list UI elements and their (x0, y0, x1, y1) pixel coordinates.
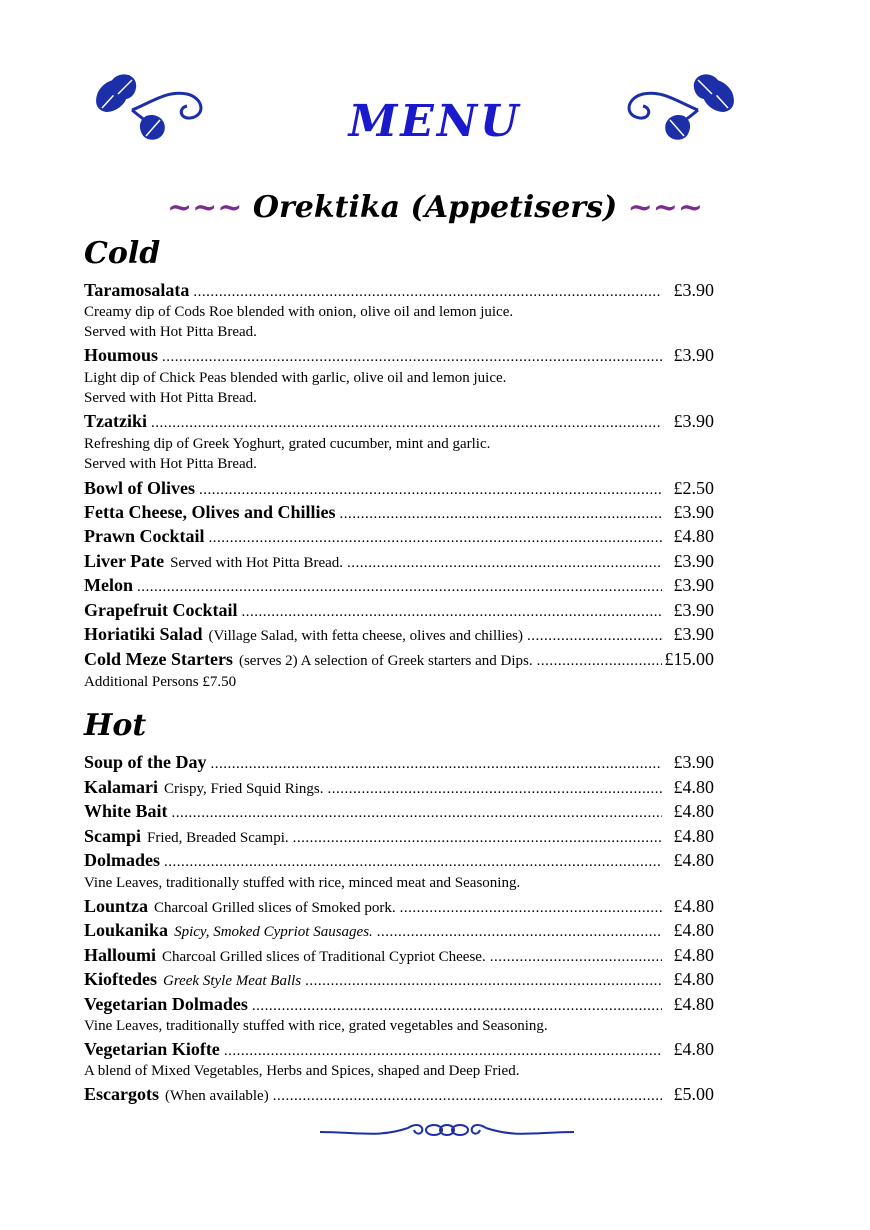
leader-dots (396, 900, 662, 917)
menu-title: MENU (348, 96, 522, 147)
tilde-left: ~~~ (166, 190, 243, 225)
item-description: Fried, Breaded Scampi. (147, 830, 289, 846)
menu-item-bowl-of-olives (84, 478, 714, 499)
item-description: Spicy, Smoked Cypriot Sausages. (174, 924, 373, 940)
menu-item-dolmades (84, 850, 714, 871)
item-name: Dolmades (84, 850, 160, 870)
item-price: £4.80 (673, 850, 714, 870)
tilde-right: ~~~ (627, 190, 704, 225)
leader-dots (323, 781, 662, 798)
menu-item-horiatiki-salad (84, 624, 714, 645)
item-price: £3.90 (673, 575, 714, 595)
menu-item-vegetarian-kiofte (84, 1039, 714, 1060)
menu-item-loukanika (84, 920, 714, 941)
leader-dots (189, 284, 662, 301)
item-description: (Village Salad, with fetta cheese, olives and chillies) (208, 628, 523, 644)
leader-dots (220, 1043, 662, 1060)
item-name: Scampi (84, 826, 142, 846)
item-name: Bowl of Olives (84, 478, 195, 498)
item-price: £5.00 (673, 1084, 714, 1104)
item-name: Vegetarian Kiofte (84, 1039, 220, 1059)
item-price: £3.90 (673, 411, 714, 431)
item-note: Refreshing dip of Greek Yoghurt, grated cucumber, mint and garlic. (84, 436, 491, 452)
menu-item-kioftedes (84, 969, 714, 990)
item-price: £3.90 (673, 345, 714, 365)
item-price: £15.00 (664, 649, 714, 669)
item-note: Served with Hot Pitta Bread. (84, 324, 257, 340)
item-description: Charcoal Grilled slices of Traditional Cypriot Cheese. (162, 949, 486, 965)
item-name: Kioftedes (84, 969, 157, 989)
item-description: Crispy, Fried Squid Rings. (164, 781, 324, 797)
item-name: Prawn Cocktail (84, 526, 205, 546)
leader-dots (205, 530, 663, 547)
item-price: £4.80 (673, 945, 714, 965)
item-name: Houmous (84, 345, 159, 365)
item-price: £4.80 (673, 920, 714, 940)
item-price: £4.80 (673, 801, 714, 821)
menu-item-taramosalata (84, 280, 714, 301)
item-name: Liver Pate (84, 551, 165, 571)
menu-item-cold-meze (84, 649, 714, 670)
item-name: Kalamari (84, 777, 158, 797)
item-price: £3.90 (673, 752, 714, 772)
item-name: Tzatziki (84, 411, 147, 431)
item-name: Grapefruit Cocktail (84, 600, 238, 620)
item-name: Horiatiki Salad (84, 624, 203, 644)
menu-item-scampi (84, 826, 714, 847)
leader-dots (195, 482, 662, 499)
item-price: £4.80 (673, 994, 714, 1014)
leader-dots (168, 805, 663, 822)
menu-item-grapefruit-cocktail (84, 600, 714, 621)
item-name: Melon (84, 575, 133, 595)
menu-item-fetta-cheese (84, 502, 714, 523)
item-note: Creamy dip of Cods Roe blended with onion, olive oil and lemon juice. (84, 304, 514, 320)
menu-item-melon (84, 575, 714, 596)
leader-dots (160, 854, 662, 871)
item-name: Taramosalata (84, 280, 190, 300)
section-title (0, 190, 870, 225)
leader-dots (343, 555, 662, 572)
item-description: Served with Hot Pitta Bread. (170, 555, 344, 571)
menu-item-white-bait (84, 801, 714, 822)
menu-item-soup-of-the-day (84, 752, 714, 773)
leader-dots (133, 579, 662, 596)
leader-dots (486, 949, 662, 966)
leader-dots (533, 653, 662, 670)
item-price: £3.90 (673, 502, 714, 522)
item-note: A blend of Mixed Vegetables, Herbs and Spices, shaped and Deep Fried. (84, 1063, 520, 1079)
item-name: Soup of the Day (84, 752, 207, 772)
item-price: £4.80 (673, 526, 714, 546)
menu-item-halloumi (84, 945, 714, 966)
leader-dots (147, 415, 662, 432)
item-name: Escargots (84, 1084, 159, 1104)
section-title-text: Orektika (Appetisers) (252, 190, 618, 225)
leader-dots (237, 604, 662, 621)
item-note: Additional Persons £7.50 (84, 674, 237, 690)
menu-item-lountza (84, 896, 714, 917)
menu-item-kalamari (84, 777, 714, 798)
item-price: £4.80 (673, 896, 714, 916)
item-name: Loukanika (84, 920, 169, 940)
item-price: £3.90 (673, 624, 714, 644)
item-price: £3.90 (673, 280, 714, 300)
item-name: Vegetarian Dolmades (84, 994, 248, 1014)
leader-dots (248, 998, 662, 1015)
item-price: £3.90 (673, 600, 714, 620)
item-price: £4.80 (673, 826, 714, 846)
leader-dots (335, 506, 662, 523)
leader-dots (301, 973, 662, 990)
item-note: Vine Leaves, traditionally stuffed with rice, grated vegetables and Seasoning. (84, 1018, 548, 1034)
menu-item-prawn-cocktail (84, 526, 714, 547)
item-price: £4.80 (673, 969, 714, 989)
item-note: Light dip of Chick Peas blended with garlic, olive oil and lemon juice. (84, 370, 507, 386)
cold-heading: Cold (84, 236, 161, 271)
item-name: White Bait (84, 801, 168, 821)
menu-item-escargots (84, 1084, 714, 1105)
item-price: £4.80 (673, 777, 714, 797)
leader-dots (523, 628, 662, 645)
menu-item-liver-pate (84, 551, 714, 572)
leader-dots (207, 756, 662, 773)
item-price: £2.50 (673, 478, 714, 498)
item-name: Halloumi (84, 945, 157, 965)
item-description: (When available) (165, 1088, 269, 1104)
item-name: Lountza (84, 896, 149, 916)
item-note: Served with Hot Pitta Bread. (84, 456, 257, 472)
item-description: (serves 2) A selection of Greek starters and Dips. (238, 653, 533, 669)
menu-item-vegetarian-dolmades (84, 994, 714, 1015)
item-note: Served with Hot Pitta Bread. (84, 390, 257, 406)
menu-item-houmous (84, 345, 714, 366)
item-description: Greek Style Meat Balls (162, 973, 302, 989)
item-price: £3.90 (673, 551, 714, 571)
leader-dots (373, 924, 662, 941)
item-note: Vine Leaves, traditionally stuffed with rice, minced meat and Seasoning. (84, 875, 521, 891)
item-price: £4.80 (673, 1039, 714, 1059)
leader-dots (289, 830, 662, 847)
leader-dots (158, 349, 662, 366)
scroll-divider-icon (318, 1118, 576, 1142)
hot-heading: Hot (84, 708, 147, 743)
item-name: Fetta Cheese, Olives and Chillies (84, 502, 336, 522)
leader-dots (269, 1088, 662, 1105)
menu-item-tzatziki (84, 411, 714, 432)
item-name: Cold Meze Starters (84, 649, 233, 669)
item-description: Charcoal Grilled slices of Smoked pork. (154, 900, 396, 916)
